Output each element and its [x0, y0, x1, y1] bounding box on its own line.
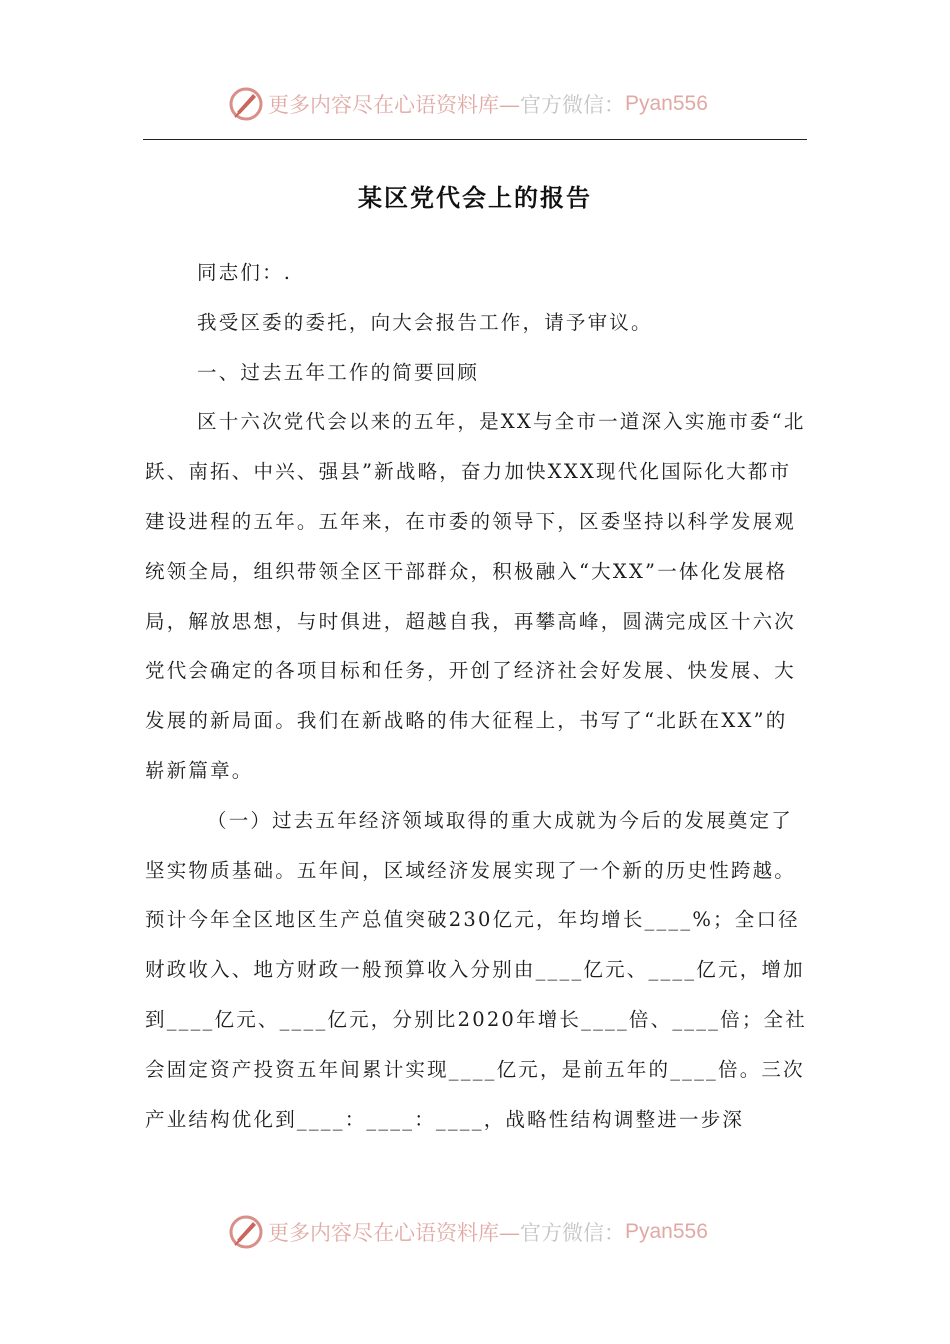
section-heading: 一、过去五年工作的简要回顾	[197, 360, 480, 384]
quill-seal-icon	[228, 86, 264, 122]
footer-banner	[228, 1212, 708, 1252]
footer-brand-text: 更多内容尽在心语资料库—	[268, 1221, 520, 1245]
header-brand-text: 更多内容尽在心语资料库—	[268, 93, 520, 117]
quill-seal-icon	[228, 1214, 264, 1250]
document-title: 某区党代会上的报告	[358, 183, 592, 212]
paragraph-economy: （一）过去五年经济领域取得的重大成就为今后的发展奠定了坚实物质基础。五年间，区域经济发展实现了一个新的历史性跨越。预计今年全区地区生产总值突破230亿元，年均增长____%；全口径财政收入、地方财政一般预算收入分别由____亿元、____亿元，增加到____亿元、____亿元，分别比2020年增长____倍、____倍；全社会固定资产投资五年间累计实现____亿元，是前五年的____倍。三次产业结构优化到____：____：____，战略性结构调整进一步深	[145, 808, 807, 1131]
salutation: 同志们：.	[197, 261, 293, 284]
header-banner	[228, 84, 708, 124]
header-divider	[143, 139, 807, 140]
header-contact-label: 官方微信：	[520, 93, 625, 117]
intro-paragraph: 我受区委的委托，向大会报告工作，请予审议。	[197, 310, 653, 334]
header-contact-id: Pyan556	[625, 92, 708, 115]
footer-contact-id: Pyan556	[625, 1220, 708, 1243]
paragraph-review: 区十六次党代会以来的五年，是XX与全市一道深入实施市委“北跃、南拓、中兴、强县”新战略，奋力加快XXX现代化国际化大都市建设进程的五年。五年来，在市委的领导下，区委坚持以科学发展观统领全局，组织带领全区干部群众，积极融入“大XX”一体化发展格局，解放思想，与时俱进，超越自我，再攀高峰，圆满完成区十六次党代会确定的各项目标和任务，开创了经济社会好发展、快发展、大发展的新局面。我们在新战略的伟大征程上，书写了“北跃在XX”的崭新篇章。	[145, 410, 806, 782]
document-body	[145, 248, 809, 1144]
footer-contact-label: 官方微信：	[520, 1221, 625, 1245]
